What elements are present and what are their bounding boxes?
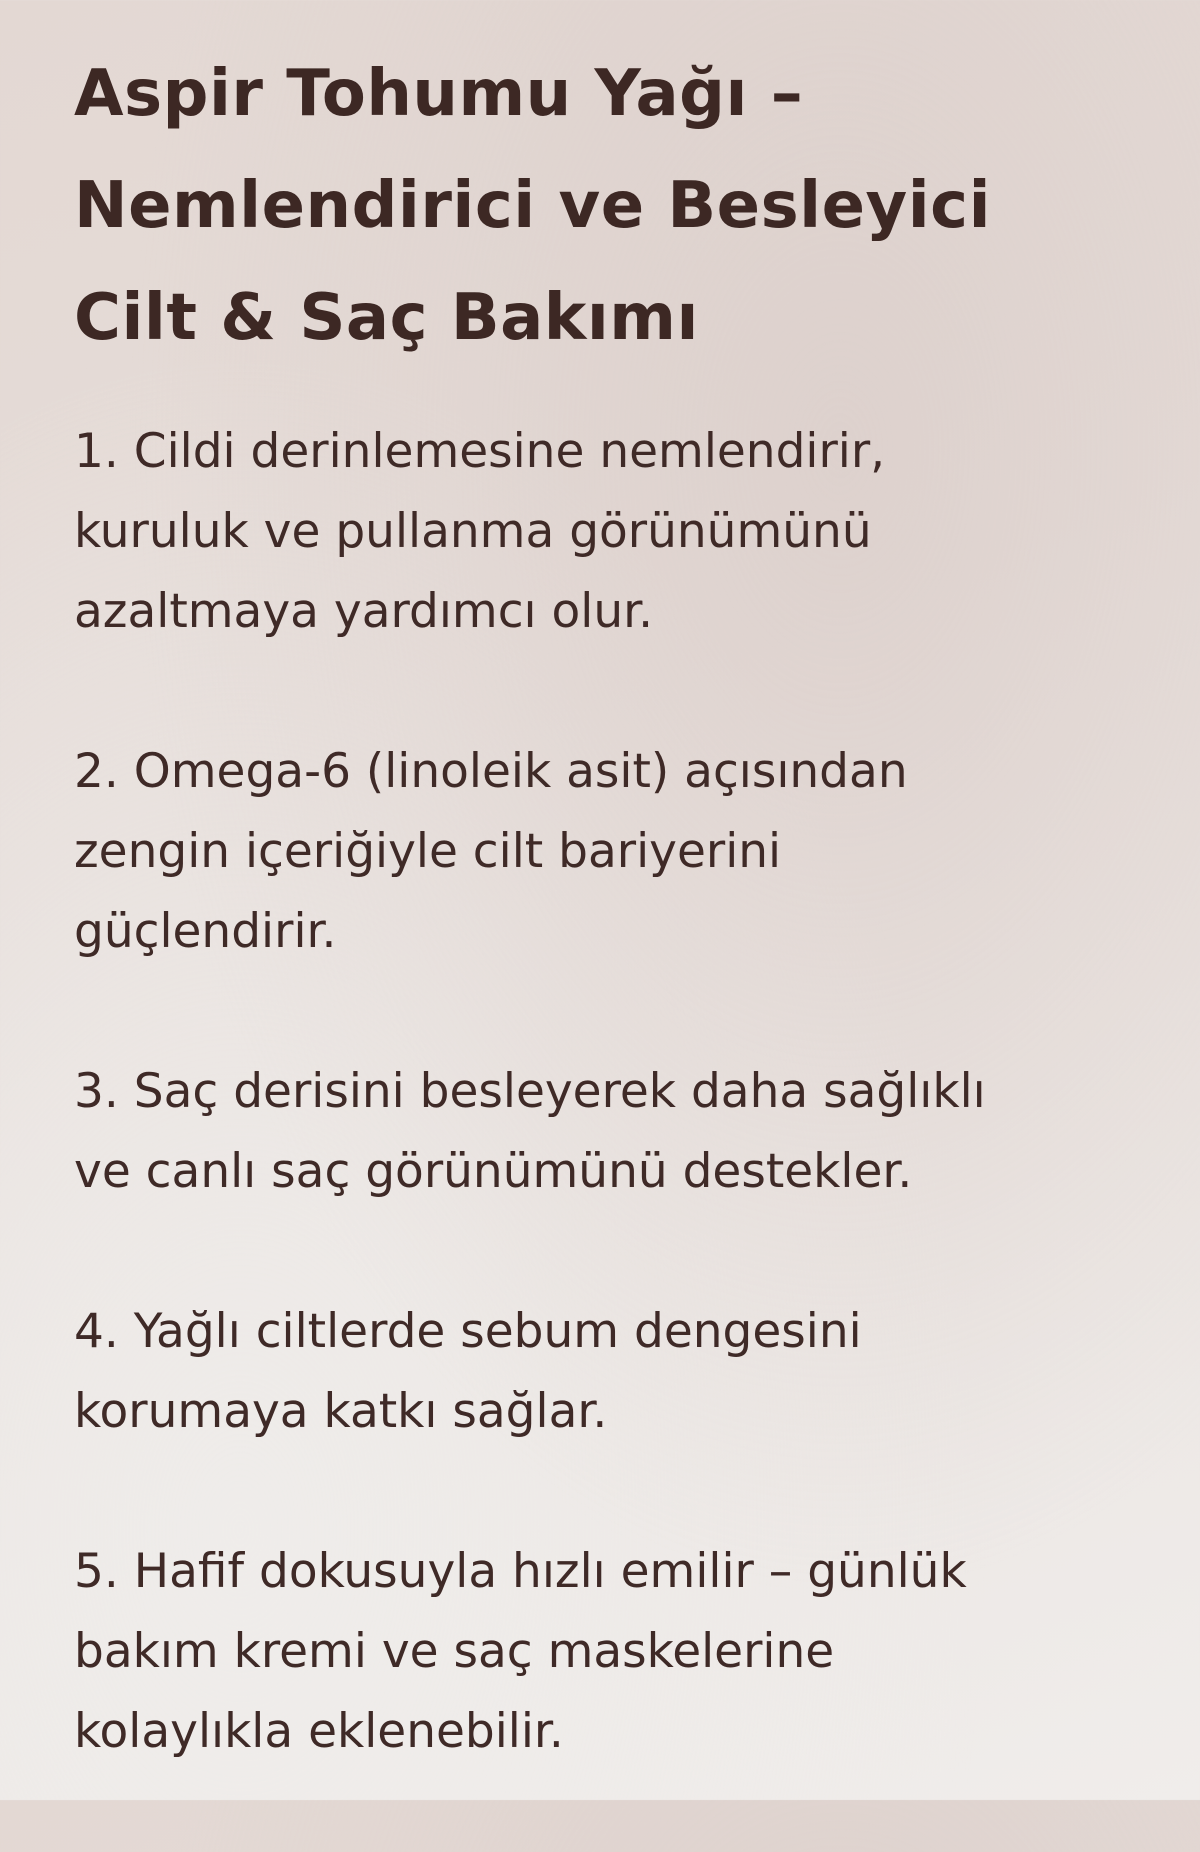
- list-item-line: ve canlı saç görünümünü destekler.: [74, 1144, 913, 1199]
- title-line: Cilt & Saç Bakımı: [74, 281, 699, 355]
- list-item: [74, 1292, 1164, 1452]
- list-item-line: kuruluk ve pullanma görünümünü: [74, 504, 872, 559]
- content-card: [74, 38, 1164, 1852]
- list-item-line: bakım kremi ve saç maskelerine: [74, 1624, 835, 1679]
- title-line: Aspir Tohumu Yağı –: [74, 57, 804, 131]
- list-item-line: 3. Saç derisini besleyerek daha sağlıklı: [74, 1064, 986, 1119]
- title-line: Nemlendirici ve Besleyici: [74, 169, 992, 243]
- list-item: [74, 732, 1164, 972]
- list-item-line: kolaylıkla eklenebilir.: [74, 1704, 564, 1759]
- list-item-line: azaltmaya yardımcı olur.: [74, 584, 654, 639]
- list-item-line: zengin içeriğiyle cilt bariyerini: [74, 824, 782, 879]
- list-item: [74, 1052, 1164, 1212]
- page-title: [74, 38, 1164, 374]
- list-item-line: güçlendirir.: [74, 904, 337, 959]
- list-item-line: 1. Cildi derinlemesine nemlendirir,: [74, 424, 886, 479]
- list-item: [74, 412, 1164, 652]
- list-item-line: 4. Yağlı ciltlerde sebum dengesini: [74, 1304, 862, 1359]
- list-item: [74, 1532, 1164, 1772]
- list-item-line: 5. Hafif dokusuyla hızlı emilir – günlük: [74, 1544, 967, 1599]
- list-item-line: korumaya katkı sağlar.: [74, 1384, 608, 1439]
- benefits-list: [74, 412, 1164, 1772]
- list-item-line: 2. Omega-6 (linoleik asit) açısından: [74, 744, 908, 799]
